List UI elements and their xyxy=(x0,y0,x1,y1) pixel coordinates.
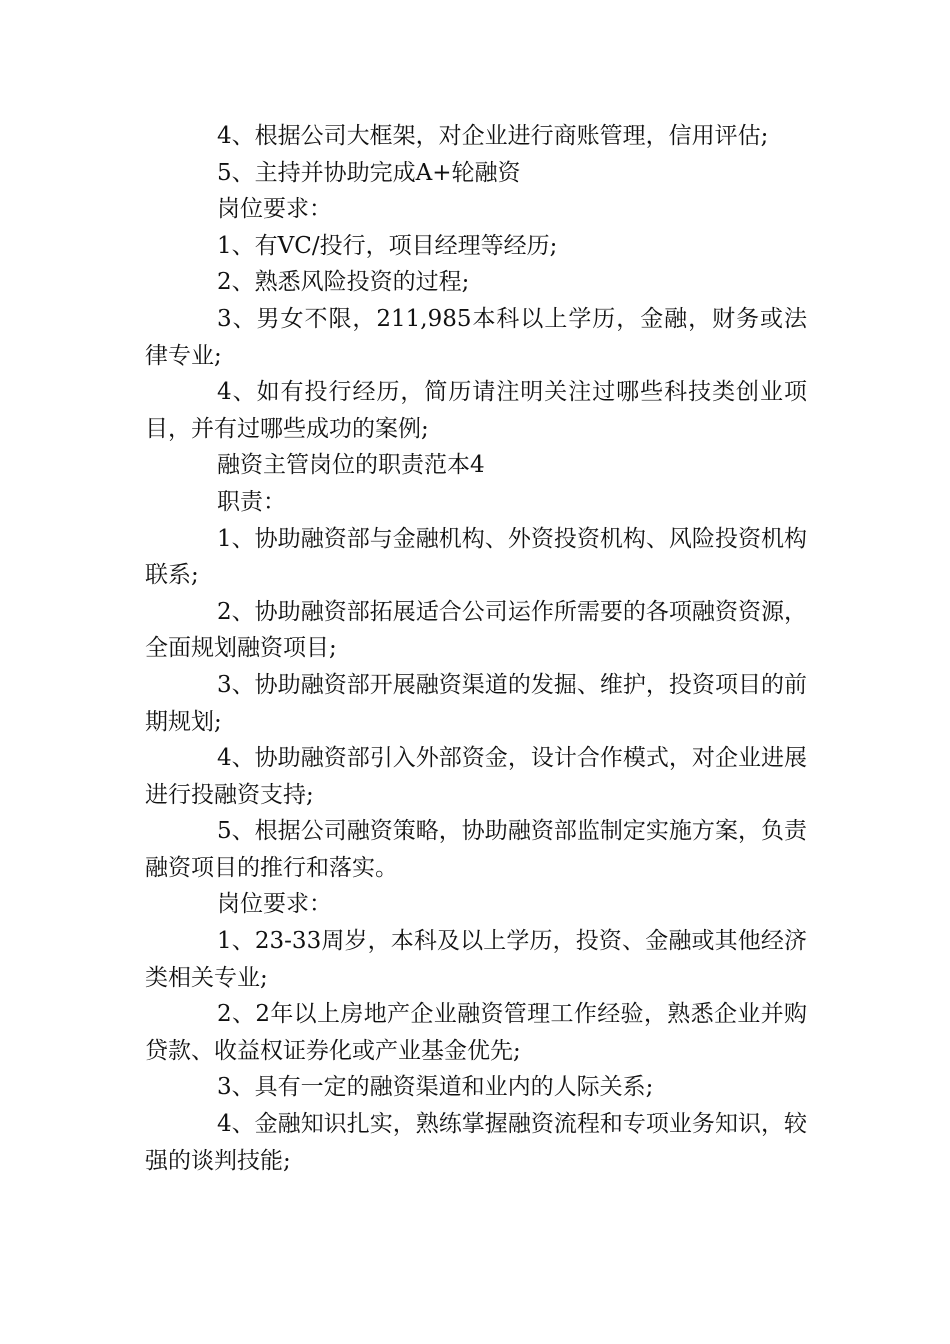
paragraph-duty-5-financing: 5、主持并协助完成A+轮融资 xyxy=(217,159,521,186)
paragraph-req-1: 1、有VC/投行，项目经理等经历; xyxy=(217,232,558,259)
paragraph-req2-2: 2、2年以上房地产企业融资管理工作经验，熟悉企业并购贷款、收益权证券化或产业基金优先; xyxy=(145,1001,807,1064)
paragraph-duty-1: 1、协助融资部与金融机构、外资投资机构、风险投资机构联系; xyxy=(145,525,807,589)
section-title-template-4: 融资主管岗位的职责范本4 xyxy=(217,452,485,479)
paragraph-req2-4: 4、金融知识扎实，熟练掌握融资流程和专项业务知识，较强的谈判技能; xyxy=(145,1111,807,1174)
paragraph-duty-2: 2、协助融资部拓展适合公司运作所需要的各项融资资源，全面规划融资项目; xyxy=(145,598,807,662)
paragraph-req-3: 3、男女不限，211,985本科以上学历，金融，财务或法律专业; xyxy=(145,305,807,369)
paragraph-duty-5: 5、根据公司融资策略，协助融资部监制定实施方案，负责融资项目的推行和落实。 xyxy=(145,818,807,881)
paragraph-duty-3: 3、协助融资部开展融资渠道的发掘、维护，投资项目的前期规划; xyxy=(145,671,807,735)
heading-requirements-2: 岗位要求： xyxy=(217,891,332,918)
paragraph-req-2: 2、熟悉风险投资的过程; xyxy=(217,269,470,296)
paragraph-duty-4: 4、协助融资部引入外部资金，设计合作模式，对企业进展进行投融资支持; xyxy=(145,745,807,808)
heading-duties: 职责： xyxy=(217,488,286,515)
heading-requirements: 岗位要求： xyxy=(217,196,332,223)
paragraph-req2-3: 3、具有一定的融资渠道和业内的人际关系; xyxy=(217,1074,654,1101)
paragraph-duty-4-credit: 4、根据公司大框架，对企业进行商账管理，信用评估; xyxy=(217,123,769,149)
document-body xyxy=(145,118,807,1179)
paragraph-req2-1: 1、23-33周岁，本科及以上学历，投资、金融或其他经济类相关专业; xyxy=(145,928,807,991)
paragraph-req-4: 4、如有投行经历，简历请注明关注过哪些科技类创业项目，并有过哪些成功的案例; xyxy=(145,379,807,442)
